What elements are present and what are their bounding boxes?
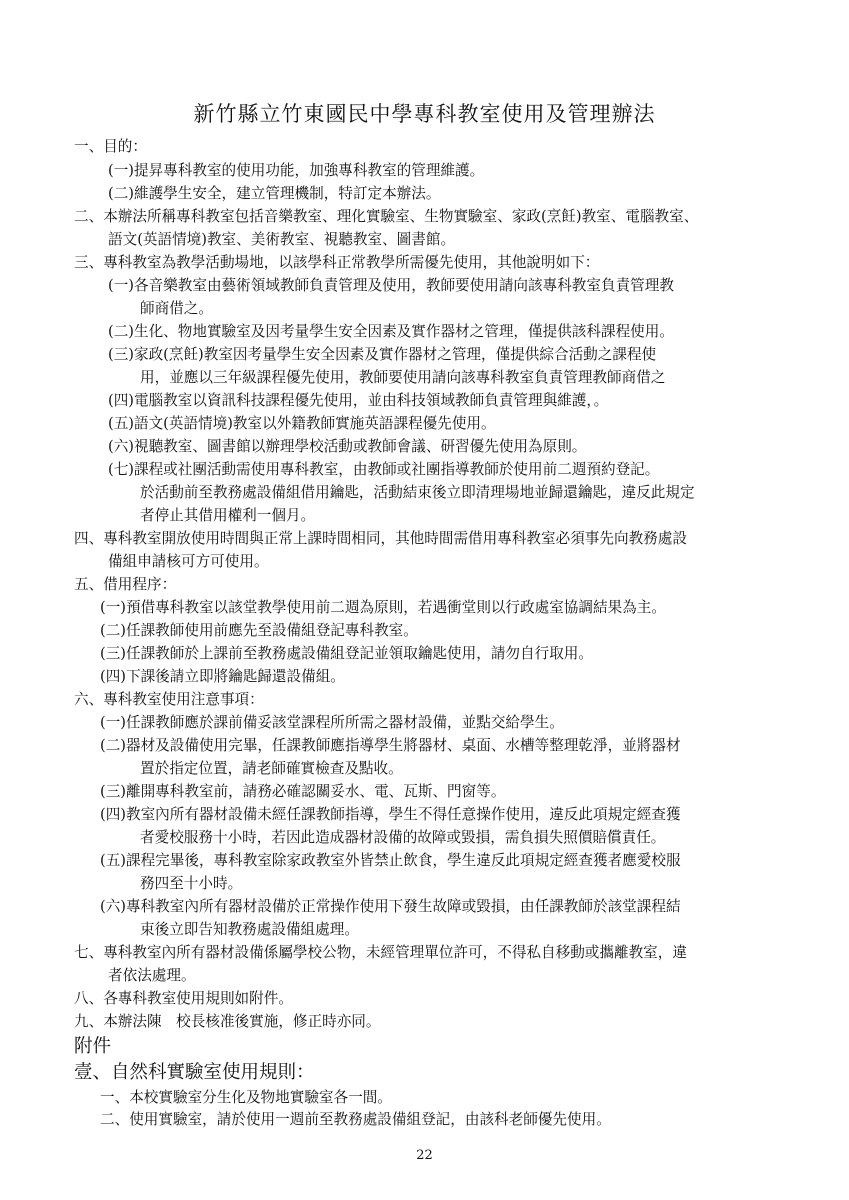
section-6-item-6: (六)專科教室內所有器材設備於正常操作使用下發生故障或毀損，由任課教師於該堂課程結 (100, 898, 681, 915)
section-3-item-4: (四)電腦教室以資訊科技課程優先使用，並由科技領域教師負責管理與維護，。 (108, 392, 609, 409)
appendix-item-2: 二、使用實驗室，請於使用一週前至教務處設備組登記，由該科老師優先使用。 (100, 1111, 611, 1128)
section-1-item-1: (一)提昇專科教室的使用功能，加強專科教室的管理維護。 (108, 162, 485, 179)
section-3-item-1: (一)各音樂教室由藝術領域教師負責管理及使用，教師要使用請向該專科教室負責管理教 (108, 277, 674, 294)
section-3-item-3-cont: 用，並應以三年級課程優先使用，教師要使用請向該專科教室負責管理教師商借之 (140, 369, 666, 386)
section-2-line-2: 語文(英語情境)教室、美術教室、視聽教室、圖書館。 (108, 231, 456, 248)
section-3-item-1-cont: 師商借之。 (140, 300, 213, 317)
appendix-heading: 附件 (74, 1036, 112, 1057)
section-6-item-1: (一)任課教師應於課前備妥該堂課程所所需之器材設備，並點交給學生。 (100, 714, 564, 731)
appendix-part-1-heading: 壹、自然科實驗室使用規則： (74, 1062, 315, 1083)
section-5-item-3: (三)任課教師於上課前至教務處設備組登記並領取鑰匙使用，請勿自行取用。 (100, 645, 593, 662)
section-2-line-1: 二、本辦法所稱專科教室包括音樂教室、理化實驗室、生物實驗室、家政(烹飪)教室、電腦教室、 (74, 208, 699, 225)
section-3-item-7-cont-1: 於活動前至教務處設備組借用鑰匙，活動結束後立即清理場地並歸還鑰匙，違反此規定 (140, 484, 695, 501)
section-6-heading: 六、專科教室使用注意事項： (74, 691, 264, 708)
section-4-line-1: 四、專科教室開放使用時間與正常上課時間相同，其他時間需借用專科教室必須事先向教務處設 (74, 530, 687, 547)
section-9: 九、本辦法陳 校長核准後實施，修正時亦同。 (74, 1013, 381, 1030)
section-5-heading: 五、借用程序： (74, 576, 177, 593)
section-1-heading: 一、目的： (74, 138, 147, 155)
section-3-item-7: (七)課程或社團活動需使用專科教室，由教師或社團指導教師於使用前二週預約登記。 (108, 461, 660, 478)
section-7-line-2: 者依法處理。 (108, 967, 196, 984)
section-6-item-5: (五)課程完畢後，專科教室除家政教室外皆禁止飲食，學生違反此項規定經查獲者應愛校服 (100, 852, 681, 869)
document-title: 新竹縣立竹東國民中學專科教室使用及管理辦法 (193, 102, 656, 126)
section-1-item-2: (二)維護學生安全，建立管理機制，特訂定本辦法。 (108, 185, 441, 202)
section-4-line-2: 備組申請核可方可使用。 (108, 553, 269, 570)
section-7-line-1: 七、專科教室內所有器材設備係屬學校公物，未經管理單位許可，不得私自移動或攜離教室，違 (74, 944, 687, 961)
section-3-item-5: (五)語文(英語情境)教室以外籍教師實施英語課程優先使用。 (108, 415, 496, 432)
section-6-item-3: (三)離開專科教室前，請務必確認關妥水、電、瓦斯、門窗等。 (100, 783, 506, 800)
section-5-item-2: (二)任課教師使用前應先至設備組登記專科教室。 (100, 622, 418, 639)
section-3-item-2: (二)生化、物地實驗室及因考量學生安全因素及實作器材之管理，僅提供該科課程使用。 (108, 323, 674, 340)
section-6-item-4: (四)教室內所有器材設備未經任課教師指導，學生不得任意操作使用，違反此項規定經查獲 (100, 806, 681, 823)
section-6-item-5-cont: 務四至十小時。 (140, 875, 243, 892)
page-number: 22 (416, 1148, 433, 1163)
section-3-heading: 三、專科教室為教學活動場地，以該學科正常教學所需優先使用，其他說明如下： (74, 254, 600, 271)
section-3-item-6: (六)視聽教室、圖書館以辦理學校活動或教師會議、研習優先使用為原則。 (108, 438, 587, 455)
section-3-item-7-cont-2: 者停止其借用權利一個月。 (140, 507, 316, 524)
section-6-item-6-cont: 束後立即告知教務處設備組處理。 (140, 921, 359, 938)
section-5-item-4: (四)下課後請立即將鑰匙歸還設備組。 (100, 668, 345, 685)
section-6-item-2-cont: 置於指定位置，請老師確實檢查及點收。 (140, 760, 403, 777)
section-6-item-4-cont: 者愛校服務十小時，若因此造成器材設備的故障或毀損，需負損失照價賠償責任。 (140, 829, 666, 846)
section-5-item-1: (一)預借專科教室以該堂教學使用前二週為原則，若遇衝堂則以行政處室協調結果為主。 (100, 599, 666, 616)
section-3-item-3: (三)家政(烹飪)教室因考量學生安全因素及實作器材之管理，僅提供綜合活動之課程使 (108, 346, 657, 363)
section-6-item-2: (二)器材及設備使用完畢，任課教師應指導學生將器材、桌面、水槽等整理乾淨，並將器材 (100, 737, 681, 754)
section-8: 八、各專科教室使用規則如附件。 (74, 990, 293, 1007)
appendix-item-1: 一、本校實驗室分生化及物地實驗室各一間。 (100, 1089, 392, 1106)
